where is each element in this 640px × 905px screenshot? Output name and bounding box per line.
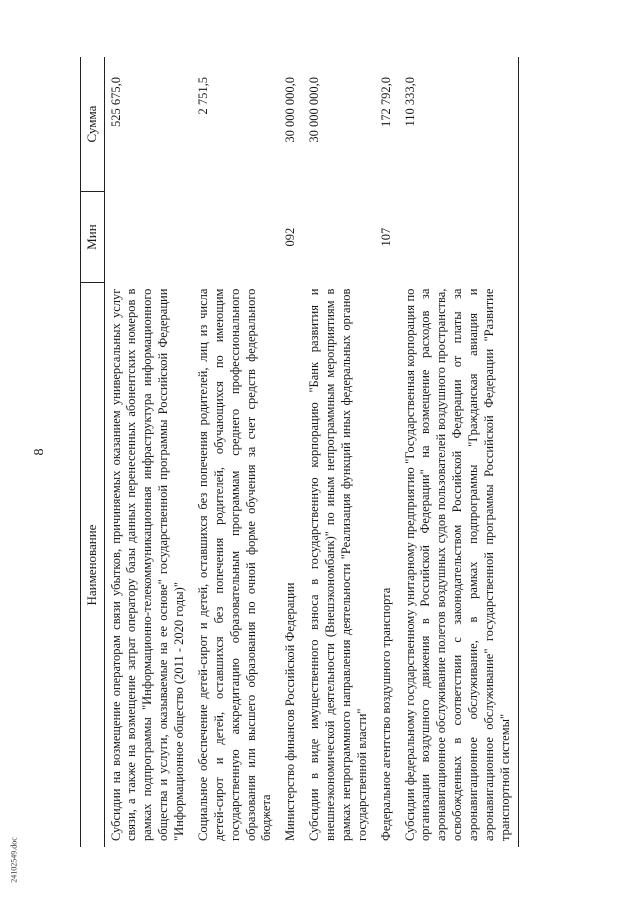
row-sum: 2 751,5 [195, 77, 210, 115]
footer-filename: 24102549.doc [9, 837, 19, 883]
budget-table [80, 57, 519, 847]
row-min: 107 [378, 227, 393, 247]
table-row [279, 57, 303, 847]
table-row [303, 57, 375, 847]
table-row [399, 57, 519, 847]
row-sum: 30 000 000,0 [283, 77, 298, 143]
table-row [104, 57, 192, 847]
table-header-row [81, 57, 105, 847]
row-name: Субсидии на возмещение операторам связи убытков, причиняемых оказанием универсальных услуг связи, а также на возмещение затрат оператору базы данных перенесенных абонентских номеров в рамках подпрограммы "Информационно-телекоммуникационная инфраструктура информационного общества и услуги, оказываемые на ее основе" государственной программы Российской Федерации "Информационное общество (2011 - 2020 годы)" [108, 288, 186, 841]
header-name: Наименование [81, 283, 105, 847]
table-row [375, 57, 399, 847]
budget-table-sheet [80, 57, 640, 847]
header-min: Мин [81, 192, 105, 283]
header-sum: Сумма [81, 57, 105, 192]
row-sum: 172 792,0 [378, 77, 393, 127]
row-min: 092 [283, 227, 298, 247]
row-min [399, 192, 519, 283]
row-min [303, 192, 375, 283]
row-min [192, 192, 279, 283]
page-number-text: 8 [32, 448, 47, 456]
table-row [192, 57, 279, 847]
row-name: Федеральное агентство воздушного транспорта [378, 587, 393, 841]
row-name: Министерство финансов Российской Федерации [283, 582, 298, 841]
row-sum: 110 333,0 [399, 57, 519, 192]
row-name: Субсидии федеральному государственному унитарному предприятию "Государственная корпорация по организации воздушного движения в Российской Федерации" на возмещение расходов за аэронавигационное обслуживание полетов воздушных судов пользователей воздушного пространства, освобожденных в соответствии с законодательством Российской Федерации от платы за аэронавигационное обслуживание, в рамках подпрограммы "Гражданская авиация и аэронавигационное обслуживание" государственной программы Российской Федерации "Развитие транспортной системы" [399, 283, 519, 847]
row-sum: 525 675,0 [108, 77, 123, 127]
row-sum: 30 000 000,0 [307, 77, 322, 143]
row-name: Социальное обеспечение детей-сирот и детей, оставшихся без попечения родителей, лиц из числа детей-сирот и детей, оставшихся без попечения родителей, обучающихся по имеющим государственную аккредитацию образовательным программам среднего профессионального образования или высшего образования по очной форме обучения за счет средств федерального бюджета [195, 288, 274, 841]
row-min [104, 192, 192, 283]
row-name: Субсидии в виде имущественного взноса в государственную корпорацию "Банк развития и внешнеэкономической деятельности (Внешэкономбанк)" по иным непрограммным мероприятиям в рамках непрограммного направления деятельности "Реализация функций иных федеральных органов государственной власти" [307, 288, 369, 841]
